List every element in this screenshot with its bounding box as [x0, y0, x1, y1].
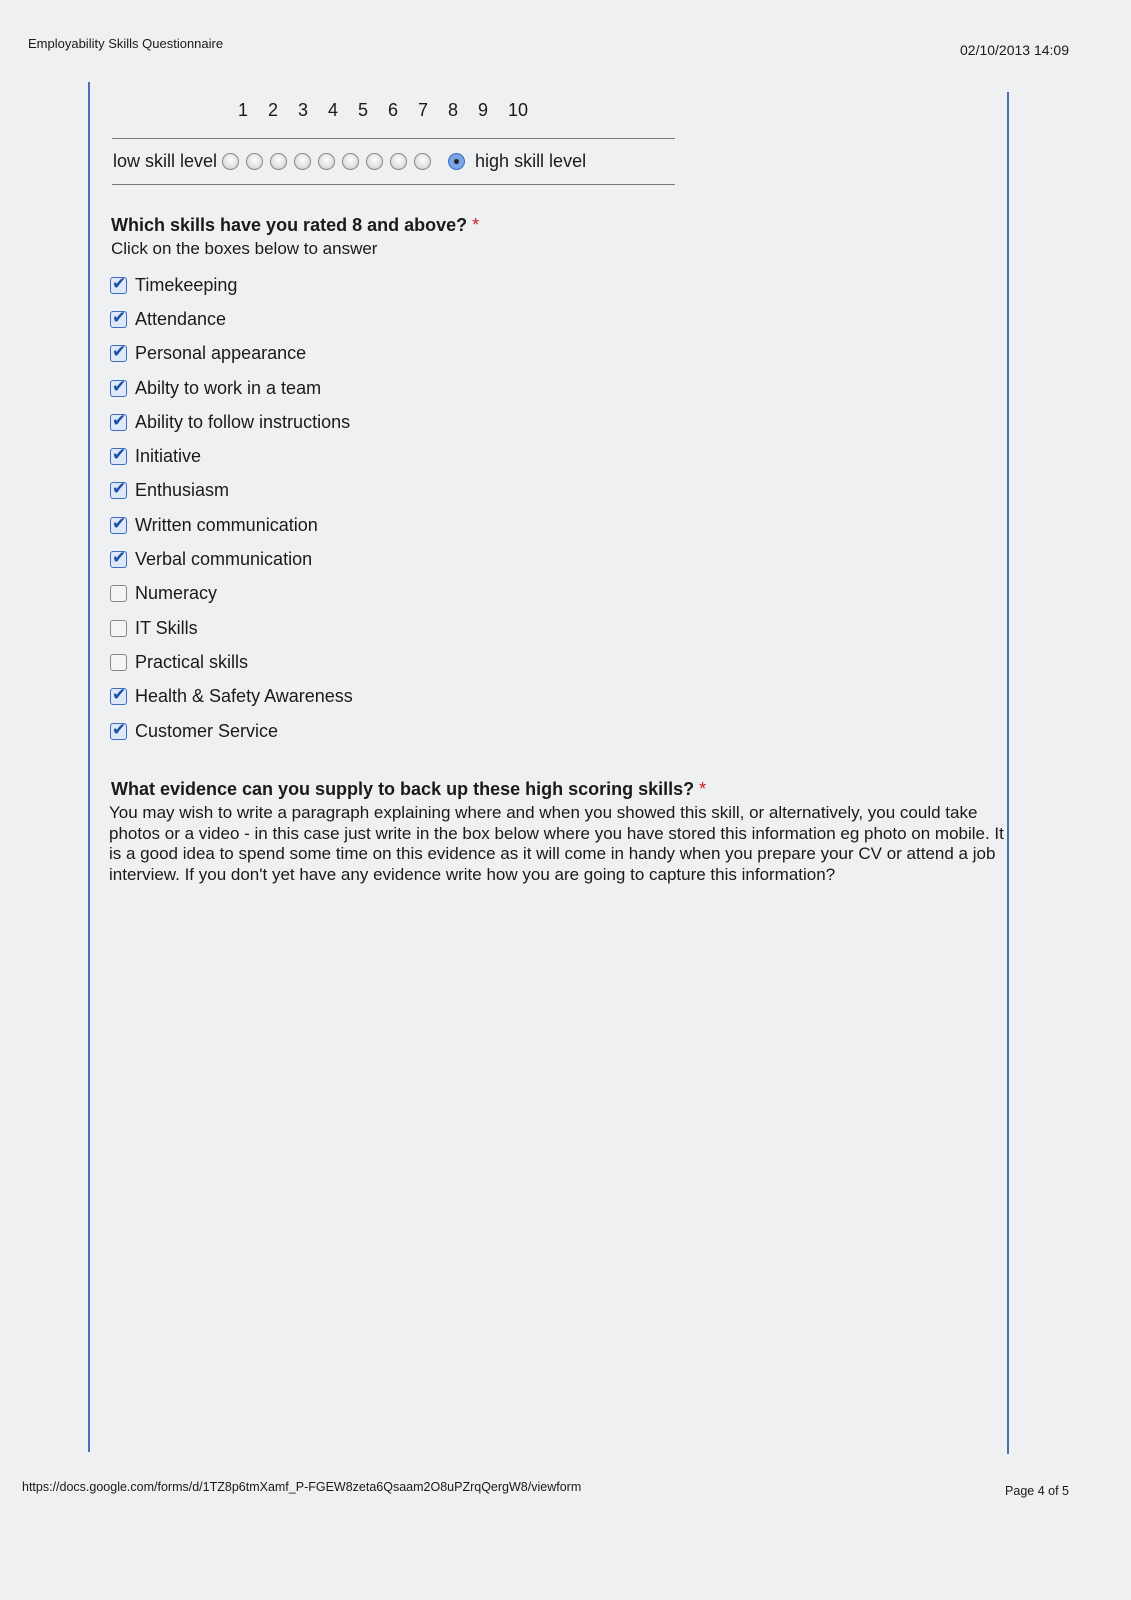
- checkbox[interactable]: [110, 311, 127, 328]
- form-border-left: [88, 82, 90, 1452]
- skill-option[interactable]: [110, 508, 353, 542]
- scale-radio-10[interactable]: [448, 153, 465, 170]
- skill-option[interactable]: [110, 439, 353, 473]
- print-datetime: 02/10/2013 14:09: [960, 42, 1069, 58]
- scale-number: 9: [478, 100, 489, 120]
- page-number: Page 4 of 5: [1005, 1484, 1069, 1498]
- scale-number: 5: [358, 100, 369, 120]
- checkbox[interactable]: [110, 723, 127, 740]
- scale-radio-9[interactable]: [414, 153, 431, 170]
- scale-number: 1: [238, 100, 249, 120]
- scale-number: 4: [328, 100, 339, 120]
- option-label: IT Skills: [135, 617, 198, 638]
- option-label: Health & Safety Awareness: [135, 686, 353, 707]
- scale-number: 2: [268, 100, 279, 120]
- option-label: Customer Service: [135, 720, 279, 741]
- scale-radio-5[interactable]: [318, 153, 335, 170]
- checkbox[interactable]: [110, 551, 127, 568]
- scale-radio-3[interactable]: [270, 153, 287, 170]
- skill-option[interactable]: [110, 371, 353, 405]
- scale-number: 7: [418, 100, 429, 120]
- skill-option[interactable]: [110, 302, 353, 336]
- skill-option[interactable]: [110, 474, 353, 508]
- divider: [112, 138, 675, 139]
- option-label: Initiative: [135, 446, 202, 467]
- skill-scale: [113, 151, 586, 172]
- scale-radio-7[interactable]: [366, 153, 383, 170]
- scale-radio-1[interactable]: [222, 153, 239, 170]
- scale-number: 10: [508, 100, 529, 120]
- checkbox[interactable]: [110, 620, 127, 637]
- skills-checklist: [110, 268, 353, 748]
- option-label: Verbal communication: [135, 549, 313, 570]
- skill-option[interactable]: [110, 577, 353, 611]
- skill-option[interactable]: [110, 714, 353, 748]
- option-label: Enthusiasm: [135, 480, 230, 501]
- scale-radio-6[interactable]: [342, 153, 359, 170]
- option-label: Ability to follow instructions: [135, 411, 351, 432]
- footer-url: https://docs.google.com/forms/d/1TZ8p6tmXamf_P-FGEW8zeta6Qsaam2O8uPZrqQergW8/viewform: [22, 1480, 582, 1494]
- scale-number: 6: [388, 100, 399, 120]
- divider: [112, 184, 675, 185]
- skill-option[interactable]: [110, 645, 353, 679]
- scale-radio-4[interactable]: [294, 153, 311, 170]
- high-label: high skill level: [475, 151, 587, 171]
- required-marker: *: [472, 215, 480, 235]
- option-label: Attendance: [135, 308, 227, 329]
- question-text: Which skills have you rated 8 and above?: [111, 215, 468, 235]
- skill-option[interactable]: [110, 680, 353, 714]
- question-instruction: Click on the boxes below to answer: [111, 239, 378, 258]
- checkbox[interactable]: [110, 380, 127, 397]
- skill-option[interactable]: [110, 405, 353, 439]
- option-label: Written communication: [135, 514, 318, 535]
- scale-radio-8[interactable]: [390, 153, 407, 170]
- option-label: Personal appearance: [135, 343, 307, 364]
- checkbox[interactable]: [110, 277, 127, 294]
- question-text: What evidence can you supply to back up these high scoring skills?: [111, 779, 695, 799]
- checkbox[interactable]: [110, 448, 127, 465]
- question-description: You may wish to write a paragraph explaining where and when you showed this skill, or alternatively, you could take photos or a video - in this case just write in the box below where you have stored this information eg photo on mobile. It is a good idea to spend some time on this evidence as it will come in handy when you prepare your CV or attend a job interview. If you don't yet have any evidence write how you are going to capture this information?: [109, 803, 1004, 884]
- checkbox[interactable]: [110, 585, 127, 602]
- scale-number: 8: [448, 100, 459, 120]
- document-title: Employability Skills Questionnaire: [28, 36, 224, 51]
- checkbox[interactable]: [110, 414, 127, 431]
- skill-option[interactable]: [110, 337, 353, 371]
- scale-number: 3: [298, 100, 309, 120]
- scale-radio-2[interactable]: [246, 153, 263, 170]
- low-label: low skill level: [113, 151, 218, 171]
- option-label: Practical skills: [135, 651, 249, 672]
- checkbox[interactable]: [110, 345, 127, 362]
- checkbox[interactable]: [110, 482, 127, 499]
- skill-option[interactable]: [110, 542, 353, 576]
- option-label: Timekeeping: [135, 274, 238, 295]
- checkbox[interactable]: [110, 654, 127, 671]
- option-label: Numeracy: [135, 583, 218, 604]
- required-marker: *: [699, 779, 707, 799]
- question-title: [111, 779, 706, 800]
- checkbox[interactable]: [110, 517, 127, 534]
- checkbox[interactable]: [110, 688, 127, 705]
- option-label: Abilty to work in a team: [135, 377, 322, 398]
- skill-option[interactable]: [110, 611, 353, 645]
- question-title: [111, 215, 479, 236]
- skill-option[interactable]: [110, 268, 353, 302]
- form-border-right: [1007, 92, 1009, 1454]
- scale-numbers: [238, 100, 538, 121]
